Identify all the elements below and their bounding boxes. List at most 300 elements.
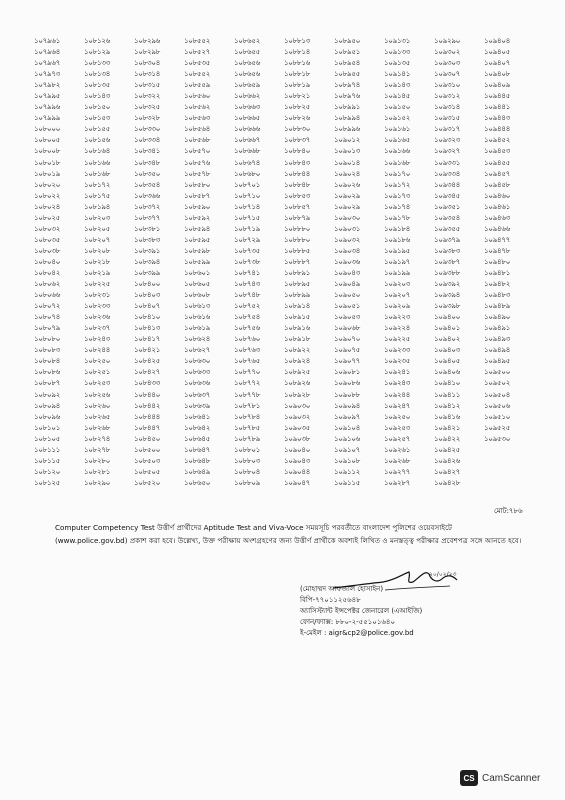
table-row xyxy=(34,334,534,345)
table-row xyxy=(34,113,534,124)
roll-number-cell: ১০৮১৩৩ xyxy=(84,59,111,68)
roll-number-cell: ১০৮৮১৬ xyxy=(284,59,311,68)
roll-number-cell: ১০৯৫০৬ xyxy=(484,401,511,410)
roll-number-cell: ১০৭৯৯৫ xyxy=(34,92,61,101)
roll-number-cell: ১০৯৩৮৭ xyxy=(434,257,461,266)
roll-number-cell: ১০৯৪০২ xyxy=(434,335,461,344)
roll-number-cell: ১০৮০৪০ xyxy=(34,257,61,266)
roll-number-cell: ১০৮০৮৭ xyxy=(34,379,61,388)
roll-number-cell: ১০৯৪৮২ xyxy=(484,280,511,289)
roll-number-cell: ১০৯১৩৩ xyxy=(384,48,411,57)
roll-number-cell: ১০৯০৫০ xyxy=(334,291,361,300)
roll-number-cell: ১০৮৮১৯ xyxy=(284,81,311,90)
roll-number-cell: ১০৮৫৯৯ xyxy=(184,257,211,266)
roll-number-cell: ১০৮৩৭৭ xyxy=(134,213,161,222)
roll-number-cell: ১০৯০৪৯ xyxy=(334,280,361,289)
roll-number-cell: ১০৮১০১ xyxy=(34,423,61,432)
roll-number-cell: ১০৯৪৯১ xyxy=(484,324,511,333)
roll-number-cell: ১০৯০২৪ xyxy=(334,169,361,178)
table-row xyxy=(34,235,534,246)
roll-number-cell: ১০৮২৯০ xyxy=(84,478,111,487)
roll-number-cell: ১০৯২৯০ xyxy=(434,37,461,45)
roll-number-cell: ১০৯০৩৬ xyxy=(334,257,361,266)
roll-number-cell: ১০৮১২০ xyxy=(34,467,61,476)
roll-number-cell: ১০৯২০৭ xyxy=(384,291,411,300)
roll-number-cell: ১০৯০৩৮ xyxy=(284,434,311,443)
roll-number-cell: ১০৮৫৭৬ xyxy=(184,158,211,167)
roll-number-cell: ১০৮৫৬৩ xyxy=(184,114,211,123)
roll-number-cell: ১০৯২৬১ xyxy=(384,445,411,454)
roll-number-cell: ১০৯০৪৪ xyxy=(284,467,311,476)
roll-number-cell: ১০৮৫৭৮ xyxy=(184,169,211,178)
roll-number-cell: ১০৮৭৫২ xyxy=(234,302,261,311)
roll-number-cell xyxy=(484,478,534,489)
roll-number-cell: ১০৯৪২২ xyxy=(434,434,461,443)
camscanner-logo-icon: CS xyxy=(460,770,478,786)
table-row xyxy=(34,202,534,213)
roll-number-cell: ১০৮৬৪৮ xyxy=(184,456,211,465)
roll-number-cell: ১০৯০৭৭ xyxy=(334,357,361,366)
roll-number-cell: ১০৮৮৪৩ xyxy=(284,158,311,167)
roll-number-cell: ১০৮৫৬৪ xyxy=(184,125,211,134)
roll-number-cell: ১০৯০৯৪ xyxy=(334,401,361,410)
roll-number-cell: ১০৮৮০৪ xyxy=(234,467,261,476)
roll-number-cell: ১০৮৯৯১ xyxy=(334,103,361,112)
roll-number-cell: ১০৭৯৯৯ xyxy=(34,114,61,123)
roll-number-cell: ১০৮৬৭৪ xyxy=(234,158,261,167)
roll-number-cell: ১০৯০৭৫ xyxy=(334,346,361,355)
roll-number-cell: ১০৯০৫৩ xyxy=(334,313,361,322)
roll-number-cell: ১০৯৫২৫ xyxy=(484,423,511,432)
notice-paragraph: Computer Competency Test উত্তীর্ণ প্রার্থীদের Aptitude Test and Viva-Voce সময়সূচি পরবর্তীতে বাংলাদেশ পুলিশের ওয়েবসাইটে (www.police.gov.bd) প্রকাশ করা হবে। উল্লেখ্য, উক্ত পরীক্ষায় অংশগ্রহণের জন্য উত্তীর্ণ প্রার্থীকে অবশ্যই লিখিত ও মনস্তত্ত্ব পরীক্ষার প্রবেশপত্র সঙ্গে আনতে হবে। xyxy=(55,523,522,545)
roll-number-cell: ১০৯১৯৫ xyxy=(384,246,411,255)
roll-number-cell: ১০৮৬৩৭ xyxy=(184,390,211,399)
roll-number-cell: ১০৮৭৮১ xyxy=(234,401,261,410)
roll-number-cell: ১০৮২২৫ xyxy=(84,280,111,289)
roll-number-cell: ১০৮৪০৩ xyxy=(134,291,161,300)
roll-number-cell: ১০৮৮৮৫ xyxy=(284,246,311,255)
table-row xyxy=(34,423,534,434)
roll-number-cell: ১০৮৪০৭ xyxy=(134,302,161,311)
signatory-name: (মোহাম্মদ আফজাল হোসাইন) xyxy=(300,585,384,593)
roll-number-cell: ১০৯০৪০ xyxy=(284,445,311,454)
table-row xyxy=(34,434,534,445)
roll-number-cell xyxy=(484,445,534,456)
roll-number-cell: ১০৮০৭২ xyxy=(34,302,61,311)
roll-number-cell: ১০৯৪২৮ xyxy=(434,478,461,487)
roll-number-cell: ১০৯০১৩ xyxy=(334,147,361,156)
roll-number-cell: ১০৮৪৪৭ xyxy=(134,423,161,432)
roll-number-cell: ১০৯২৪৩ xyxy=(384,379,411,388)
roll-number-cell: ১০৮২৫০ xyxy=(84,357,111,366)
roll-number-cell: ১০৮০৩২ xyxy=(34,224,61,233)
roll-number-cell: ১০৯১৬৫ xyxy=(384,136,411,145)
roll-number-cell: ১০৮১৯৪ xyxy=(84,202,111,211)
roll-number-cell: ১০৮৯৯৬ xyxy=(334,125,361,134)
roll-number-cell: ১০৭৯৯৬ xyxy=(34,103,61,112)
roll-number-cell: ১০৮২৭৮ xyxy=(84,445,111,454)
roll-number-cell: ১০৮৮১৪ xyxy=(284,48,311,57)
roll-number-cell: ১০৯৪২৬ xyxy=(434,456,461,465)
roll-number-cell: ১০৮৭৮৪ xyxy=(234,412,261,421)
signatory-designation: অ্যাসিস্ট্যান্ট ইন্সপেক্টর জেনারেল (এআইজি) xyxy=(300,607,423,615)
roll-number-cell: ১০৮৩৭২ xyxy=(134,202,161,211)
roll-number-cell: ১০৯১৭০ xyxy=(384,169,411,178)
roll-number-cell: ১০৭৯৭৩ xyxy=(34,70,61,79)
roll-number-cell: ১০৯১১২ xyxy=(334,467,361,476)
table-row xyxy=(34,290,534,301)
roll-number-cell: ১০৮১৫৩ xyxy=(84,114,111,123)
roll-number-cell: ১০৮০১৮ xyxy=(34,158,61,167)
roll-number-cell: ১০৯০১২ xyxy=(334,136,361,145)
roll-number-cell: ১০৮৭৭৮ xyxy=(234,390,261,399)
roll-number-cell: ১০৮৮০৯ xyxy=(234,478,261,487)
table-row xyxy=(34,390,534,401)
roll-number-cell: ১০৯৩১৭ xyxy=(434,125,461,134)
roll-number-cell: ১০৮০২০ xyxy=(34,180,61,189)
table-row xyxy=(34,80,534,91)
table-row xyxy=(34,478,534,489)
table-row xyxy=(34,401,534,412)
roll-number-cell: ১০৯২০৯ xyxy=(384,302,411,311)
roll-number-cell: ১০৮৫৭০ xyxy=(184,147,211,156)
roll-number-cell: ১০৮২১৮ xyxy=(84,257,111,266)
table-row xyxy=(34,246,534,257)
roll-number-cell: ১০৯৪৮৩ xyxy=(484,291,511,300)
roll-number-cell: ১০৮৬৬৭ xyxy=(234,136,261,145)
roll-number-cell: ১০৮০৬৬ xyxy=(34,291,61,300)
table-row xyxy=(34,323,534,334)
roll-number-cell: ১০৮৭১০ xyxy=(234,191,261,200)
roll-number-cell: ১০৮০১৯ xyxy=(34,169,61,178)
roll-number-cell: ১০৮৩৬৬ xyxy=(134,191,161,200)
roll-number-cell: ১০৮৯৫৪ xyxy=(334,59,361,68)
roll-number-cell: ১০৮৪৩৩ xyxy=(134,379,161,388)
table-row xyxy=(34,279,534,290)
roll-number-cell: ১০৮৭৪৮ xyxy=(234,291,261,300)
roll-number-cell: ১০৮৬৫০ xyxy=(184,478,211,487)
roll-number-cell: ১০৮৫০০ xyxy=(134,445,161,454)
roll-number-cell: ১০৮২৫১ xyxy=(84,368,111,377)
roll-number-cell: ১০৯০১৪ xyxy=(334,158,361,167)
roll-number-cell: ১০৮৫৯৮ xyxy=(184,246,211,255)
table-row xyxy=(34,367,534,378)
roll-number-cell: ১০৯৩২৭ xyxy=(434,147,461,156)
roll-number-cell: ১০৮১৪৩ xyxy=(84,92,111,101)
roll-number-cell: ১০৮৬৪২ xyxy=(184,423,211,432)
roll-number-cell: ১০৮০৬২ xyxy=(34,280,61,289)
table-row xyxy=(34,58,534,69)
roll-number-cell: ১০৮৬০৮ xyxy=(184,291,211,300)
roll-number-cell: ১০৮৭১৪ xyxy=(234,202,261,211)
roll-number-cell: ১০৮৬৫৫ xyxy=(234,48,261,57)
roll-number-cell: ১০৮৫৯০ xyxy=(184,202,211,211)
roll-number-cell: ১০৮৯১৫ xyxy=(284,313,311,322)
roll-number-cell: ১০৮৭৮৫ xyxy=(234,423,261,432)
roll-number-cell: ১০৮৮৪৮ xyxy=(284,180,311,189)
roll-number-cell: ১০৯২৪৪ xyxy=(384,390,411,399)
roll-number-cell: ১০৮১৬৬ xyxy=(84,158,111,167)
roll-number-cell: ১০৮৭১৫ xyxy=(234,213,261,222)
roll-number-cell: ১০৮১১১ xyxy=(34,445,61,454)
table-row xyxy=(34,268,534,279)
camscanner-label: CamScanner xyxy=(482,772,541,784)
roll-number-cell: ১০৮৮৫৩ xyxy=(284,191,311,200)
roll-number-cell: ১০৮২৮০ xyxy=(84,456,111,465)
roll-number-cell: ১০৯৪৪১ xyxy=(484,103,511,112)
roll-number-cell: ১০৮৮০৩ xyxy=(234,456,261,465)
roll-number-cell: ১০৯৫১০ xyxy=(484,412,511,421)
roll-number-cell: ১০৯১৬৮ xyxy=(384,158,411,167)
roll-number-cell: ১০৮৫৬২ xyxy=(184,103,211,112)
roll-number-cell: ১০৯৫০২ xyxy=(484,379,511,388)
roll-number-cell: ১০৮৩৮৩ xyxy=(134,235,161,244)
roll-number-cell: ১০৮৬৬৬ xyxy=(234,125,261,134)
roll-number-cell: ১০৮৮৯১ xyxy=(284,268,311,277)
roll-number-cell: ১০৮৮৩৭ xyxy=(284,136,311,145)
table-row xyxy=(34,36,534,47)
roll-number-cell: ১০৮৪১৭ xyxy=(134,335,161,344)
roll-number-cell: ১০৯১৯৯ xyxy=(384,268,411,277)
roll-number-cell: ১০৮৩৫৪ xyxy=(134,180,161,189)
table-row xyxy=(34,102,534,113)
roll-number-cell: ১০৮০৭৯ xyxy=(34,324,61,333)
table-row xyxy=(34,135,534,146)
roll-number-cell: ১০৮৫২৭ xyxy=(184,48,211,57)
roll-number-cell: ১০৯১৩৫ xyxy=(384,59,411,68)
roll-number-cell: ১০৯০৮৮ xyxy=(334,390,361,399)
roll-number-cell: ১০৮২০৮ xyxy=(84,246,111,255)
roll-number-cell: ১০৮৫৯২ xyxy=(184,213,211,222)
roll-number-cell: ১০৮৫৫৯ xyxy=(184,81,211,90)
roll-number-cell: ১০৯৩২৩ xyxy=(434,136,461,145)
roll-number-cell: ১০৮৬৫২ xyxy=(234,37,261,45)
roll-number-cell: ১০৮২৯৮ xyxy=(134,48,161,57)
roll-number-cell: ১০৯৪৯৩ xyxy=(484,335,511,344)
roll-number-cell: ১০৮৬৪১ xyxy=(184,412,211,421)
roll-number-cell: ১০৯১৭২ xyxy=(384,180,411,189)
roll-number-cell: ১০৮৬৬৮ xyxy=(234,147,261,156)
roll-number-cell: ১০৮৮৮৭ xyxy=(284,257,311,266)
roll-number-cell: ১০৯৪০৬ xyxy=(434,368,461,377)
roll-number-cell: ১০৯৩১২ xyxy=(434,92,461,101)
roll-number-cell: ১০৮৬৩৩ xyxy=(184,368,211,377)
roll-number-cell: ১০৯৪৬৩ xyxy=(484,213,511,222)
camscanner-watermark xyxy=(460,770,540,786)
roll-number-cell: ১০৮৪১০ xyxy=(134,313,161,322)
roll-number-cell: ১০৯৫০৪ xyxy=(484,390,511,399)
roll-number-cell: ১০৮৭২৯ xyxy=(234,235,261,244)
roll-number-cell: ১০৮৫৫২ xyxy=(184,37,211,45)
roll-number-cell: ১০৯৪০৩ xyxy=(434,346,461,355)
roll-number-cell: ১০৮০২৪ xyxy=(34,202,61,211)
roll-number-cell: ১০৯০৩১ xyxy=(334,224,361,233)
roll-number-cell: ১০৮২০৭ xyxy=(84,235,111,244)
roll-number-cell: ১০৮০৩৮ xyxy=(34,246,61,255)
roll-number-cell: ১০৯৩৪৫ xyxy=(434,191,461,200)
roll-number-cell: ১০৯২৪৭ xyxy=(384,401,411,410)
roll-number-cell: ১০৯৪৭৮ xyxy=(484,246,511,255)
signature-date: ২০/০২/২৩ xyxy=(429,571,457,578)
roll-number-cell: ১০৮৭৪১ xyxy=(234,268,261,277)
roll-number-cell: ১০৮৫৬০ xyxy=(184,92,211,101)
roll-number-cell: ১০৮৮২৬ xyxy=(284,114,311,123)
roll-number-cell: ১০৯০৬৮ xyxy=(334,324,361,333)
roll-number-cell: ১০৯৫৩০ xyxy=(484,434,511,443)
roll-number-cell: ১০৮৬৩০ xyxy=(184,357,211,366)
roll-number-cell: ১০৭৯৬১ xyxy=(34,37,61,45)
roll-number-cell: ১০৯৪১১ xyxy=(434,390,461,399)
roll-number-cell: ১০৮০৮০ xyxy=(34,335,61,344)
roll-number-cell: ১০৯৩৯৪ xyxy=(434,291,461,300)
roll-number-cell: ১০৮৫৩৫ xyxy=(184,59,211,68)
roll-number-cell: ১০৯১৭৪ xyxy=(384,202,411,211)
roll-number-cell: ১০৮১৬৪ xyxy=(84,147,111,156)
roll-number-cell: ১০৮৯২৫ xyxy=(284,368,311,377)
roll-number-cell: ১০৮৩৪৮ xyxy=(134,158,161,167)
roll-number-cell: ১০৯১১৫ xyxy=(334,478,361,487)
roll-number-cell: ১০৭৯৬৭ xyxy=(34,59,61,68)
table-row xyxy=(34,191,534,202)
roll-number-cell: ১০৯৪০৫ xyxy=(484,48,511,57)
roll-number-cell: ১০৯১৪১ xyxy=(384,70,411,79)
table-row xyxy=(34,91,534,102)
roll-number-cell: ১০৮৫৯৪ xyxy=(184,224,211,233)
roll-number-cell: ১০৯০২৯ xyxy=(334,191,361,200)
roll-number-cell: ১০৮৫০৫ xyxy=(134,467,161,476)
roll-number-cell: ১০৮৮৭৯ xyxy=(284,213,311,222)
roll-number-cell: ১০৮৭৩৫ xyxy=(234,246,261,255)
roll-number-cell: ১০৮৯১৮ xyxy=(284,335,311,344)
roll-number-cell xyxy=(484,456,534,467)
roll-number-cell: ১০৮৫২০ xyxy=(134,478,161,487)
roll-number-cell: ১০৮৮০১ xyxy=(234,445,261,454)
roll-number-cell: ১০৯৩১৪ xyxy=(434,103,461,112)
roll-number-cell: ১০৮৮৫৭ xyxy=(284,202,311,211)
roll-number-cell: ১০৯৪৪৩ xyxy=(484,114,511,123)
roll-number-cell: ১০৯৩০৭ xyxy=(434,70,461,79)
roll-number-cell: ১০৯৩৫৪ xyxy=(434,213,461,222)
roll-number-cell: ১০৯৪৫৩ xyxy=(484,147,511,156)
roll-number-cell: ১০৮৩২২ xyxy=(134,92,161,101)
roll-number-cell: ১০৮২৬০ xyxy=(84,401,111,410)
roll-number-cell: ১০৯৪৫৮ xyxy=(484,180,511,189)
roll-number-cell: ১০৯০৮৬ xyxy=(334,379,361,388)
roll-number-cell: ১০৯৪০৮ xyxy=(484,70,511,79)
roll-number-cell: ১০৮৪১৩ xyxy=(134,324,161,333)
roll-number-cell: ১০৮৯৫৫ xyxy=(334,70,361,79)
roll-number-cell: ১০৮১৭৫ xyxy=(84,191,111,200)
roll-number-cell: ১০৯১০৭ xyxy=(334,445,361,454)
roll-number-cell: ১০৮০২৫ xyxy=(34,213,61,222)
roll-number-cell: ১০৮৭৪৩ xyxy=(234,280,261,289)
roll-number-cell: ১০৯৪৫২ xyxy=(484,136,511,145)
roll-number-cell: ১০৯৪৮৯ xyxy=(484,302,511,311)
roll-number-cell: ১০৮০৩৫ xyxy=(34,235,61,244)
roll-number-cell: ১০৯২৩৫ xyxy=(384,357,411,366)
table-row xyxy=(34,158,534,169)
roll-number-cell: ১০৮৩৩০ xyxy=(134,125,161,134)
table-row xyxy=(34,180,534,191)
roll-number-cell: ১০৮৩৩৪ xyxy=(134,136,161,145)
roll-number-cell: ১০৮০২২ xyxy=(34,191,61,200)
roll-number-cell: ১০৯৩০২ xyxy=(434,48,461,57)
roll-number-cell: ১০৯৪১৬ xyxy=(434,412,461,421)
roll-number-cell: ১০৮৮৮০ xyxy=(284,235,311,244)
roll-number-cell: ১০৯১৮৪ xyxy=(384,224,411,233)
roll-number-cell: ১০৯৪১২ xyxy=(434,401,461,410)
roll-number-cell: ১০৮৪০০ xyxy=(134,280,161,289)
roll-number-cell: ১০৮০৯২ xyxy=(34,390,61,399)
roll-number-cell: ১০৮৫৯৫ xyxy=(184,235,211,244)
signatory-phone: ফোন/ফ্যাক্স: ৮৮০-২-৫৫১০১৬৪০ xyxy=(300,618,396,626)
roll-number-cell: ১০৯২২৪ xyxy=(384,324,411,333)
roll-number-cell: ১০৮৬৩৬ xyxy=(184,379,211,388)
roll-number-cell: ১০৮৬৫৬ xyxy=(234,70,261,79)
roll-number-cell: ১০৮৮৮০ xyxy=(284,224,311,233)
roll-number-cell: ১০৯০৩২ xyxy=(334,235,361,244)
roll-number-cell: ১০৮১৬৮ xyxy=(84,169,111,178)
roll-number-cell: ১০৮০০০ xyxy=(34,125,61,134)
roll-number-cell: ১০৯১০৬ xyxy=(334,434,361,443)
table-row xyxy=(34,456,534,467)
roll-number-cell: ১০৮৩৯৯ xyxy=(134,268,161,277)
roll-number-cell: ১০৯৩৮৩ xyxy=(434,246,461,255)
roll-number-cell: ১০৮৬৬৫ xyxy=(234,114,261,123)
roll-number-cell: ১০৯৪৪৫ xyxy=(484,92,511,101)
roll-number-cell: ১০৮৭৫৪ xyxy=(234,313,261,322)
roll-number-cell: ১০৮৩৪১ xyxy=(134,147,161,156)
roll-number-cell: ১০৮২৮১ xyxy=(84,467,111,476)
roll-number-cell: ১০৯০২৬ xyxy=(334,180,361,189)
table-row xyxy=(34,47,534,58)
roll-number-cell: ১০৯৪৬০ xyxy=(484,191,511,200)
table-row xyxy=(34,69,534,80)
roll-number-cell: ১০৮৪২৫ xyxy=(134,357,161,366)
roll-number-cell: ১০৯৩১০ xyxy=(434,81,461,90)
roll-number-cell: ১০৮১৫০ xyxy=(84,103,111,112)
table-row xyxy=(34,169,534,180)
roll-number-cell: ১০৮৬৬৩ xyxy=(234,103,261,112)
roll-number-cell: ১০৯১৪৩ xyxy=(384,81,411,90)
table-row xyxy=(34,312,534,323)
roll-number-cell: ১০৮৪৪৪ xyxy=(134,412,161,421)
roll-number-cell: ১০৮২১৯ xyxy=(84,268,111,277)
roll-number-cell: ১০৯১০৮ xyxy=(334,456,361,465)
roll-number-cell: ১০৯২৫০ xyxy=(384,412,411,421)
roll-number-cell: ১০৮৯২৬ xyxy=(284,379,311,388)
roll-number-cell: ১০৮০০৫ xyxy=(34,136,61,145)
roll-number-cell: ১০৮২৩৭ xyxy=(84,324,111,333)
roll-number-cell: ১০৯৪০০ xyxy=(434,313,461,322)
roll-number-cell: ১০৮৬৪৭ xyxy=(184,445,211,454)
roll-number-cell: ১০৮৯৫১ xyxy=(334,48,361,57)
roll-number-cell: ১০৮৬০৫ xyxy=(184,280,211,289)
roll-number-cell: ১০৯৫০০ xyxy=(484,368,511,377)
roll-number-cell: ১০৯৪০৯ xyxy=(484,81,511,90)
roll-number-cell: ১০৮৮৯৫ xyxy=(284,280,311,289)
roll-number-cell: ১০৯৪৫৫ xyxy=(484,158,511,167)
roll-number-cell: ১০৯০৪৩ xyxy=(284,456,311,465)
roll-number-cell: ১০৯৪৪৪ xyxy=(484,125,511,134)
roll-number-cell: ১০৯৩৯৮ xyxy=(434,302,461,311)
roll-number-cell: ১০৮৯১৪ xyxy=(284,302,311,311)
roll-number-cell: ১০৮৩১৫ xyxy=(134,81,161,90)
roll-number-cell: ১০৮৩৫০ xyxy=(134,169,161,178)
roll-number-cell: ১০৮৭৭০ xyxy=(234,368,261,377)
roll-number-cell: ১০৯১০৪ xyxy=(334,423,361,432)
roll-number-cell: ১০৮৮৩০ xyxy=(284,125,311,134)
